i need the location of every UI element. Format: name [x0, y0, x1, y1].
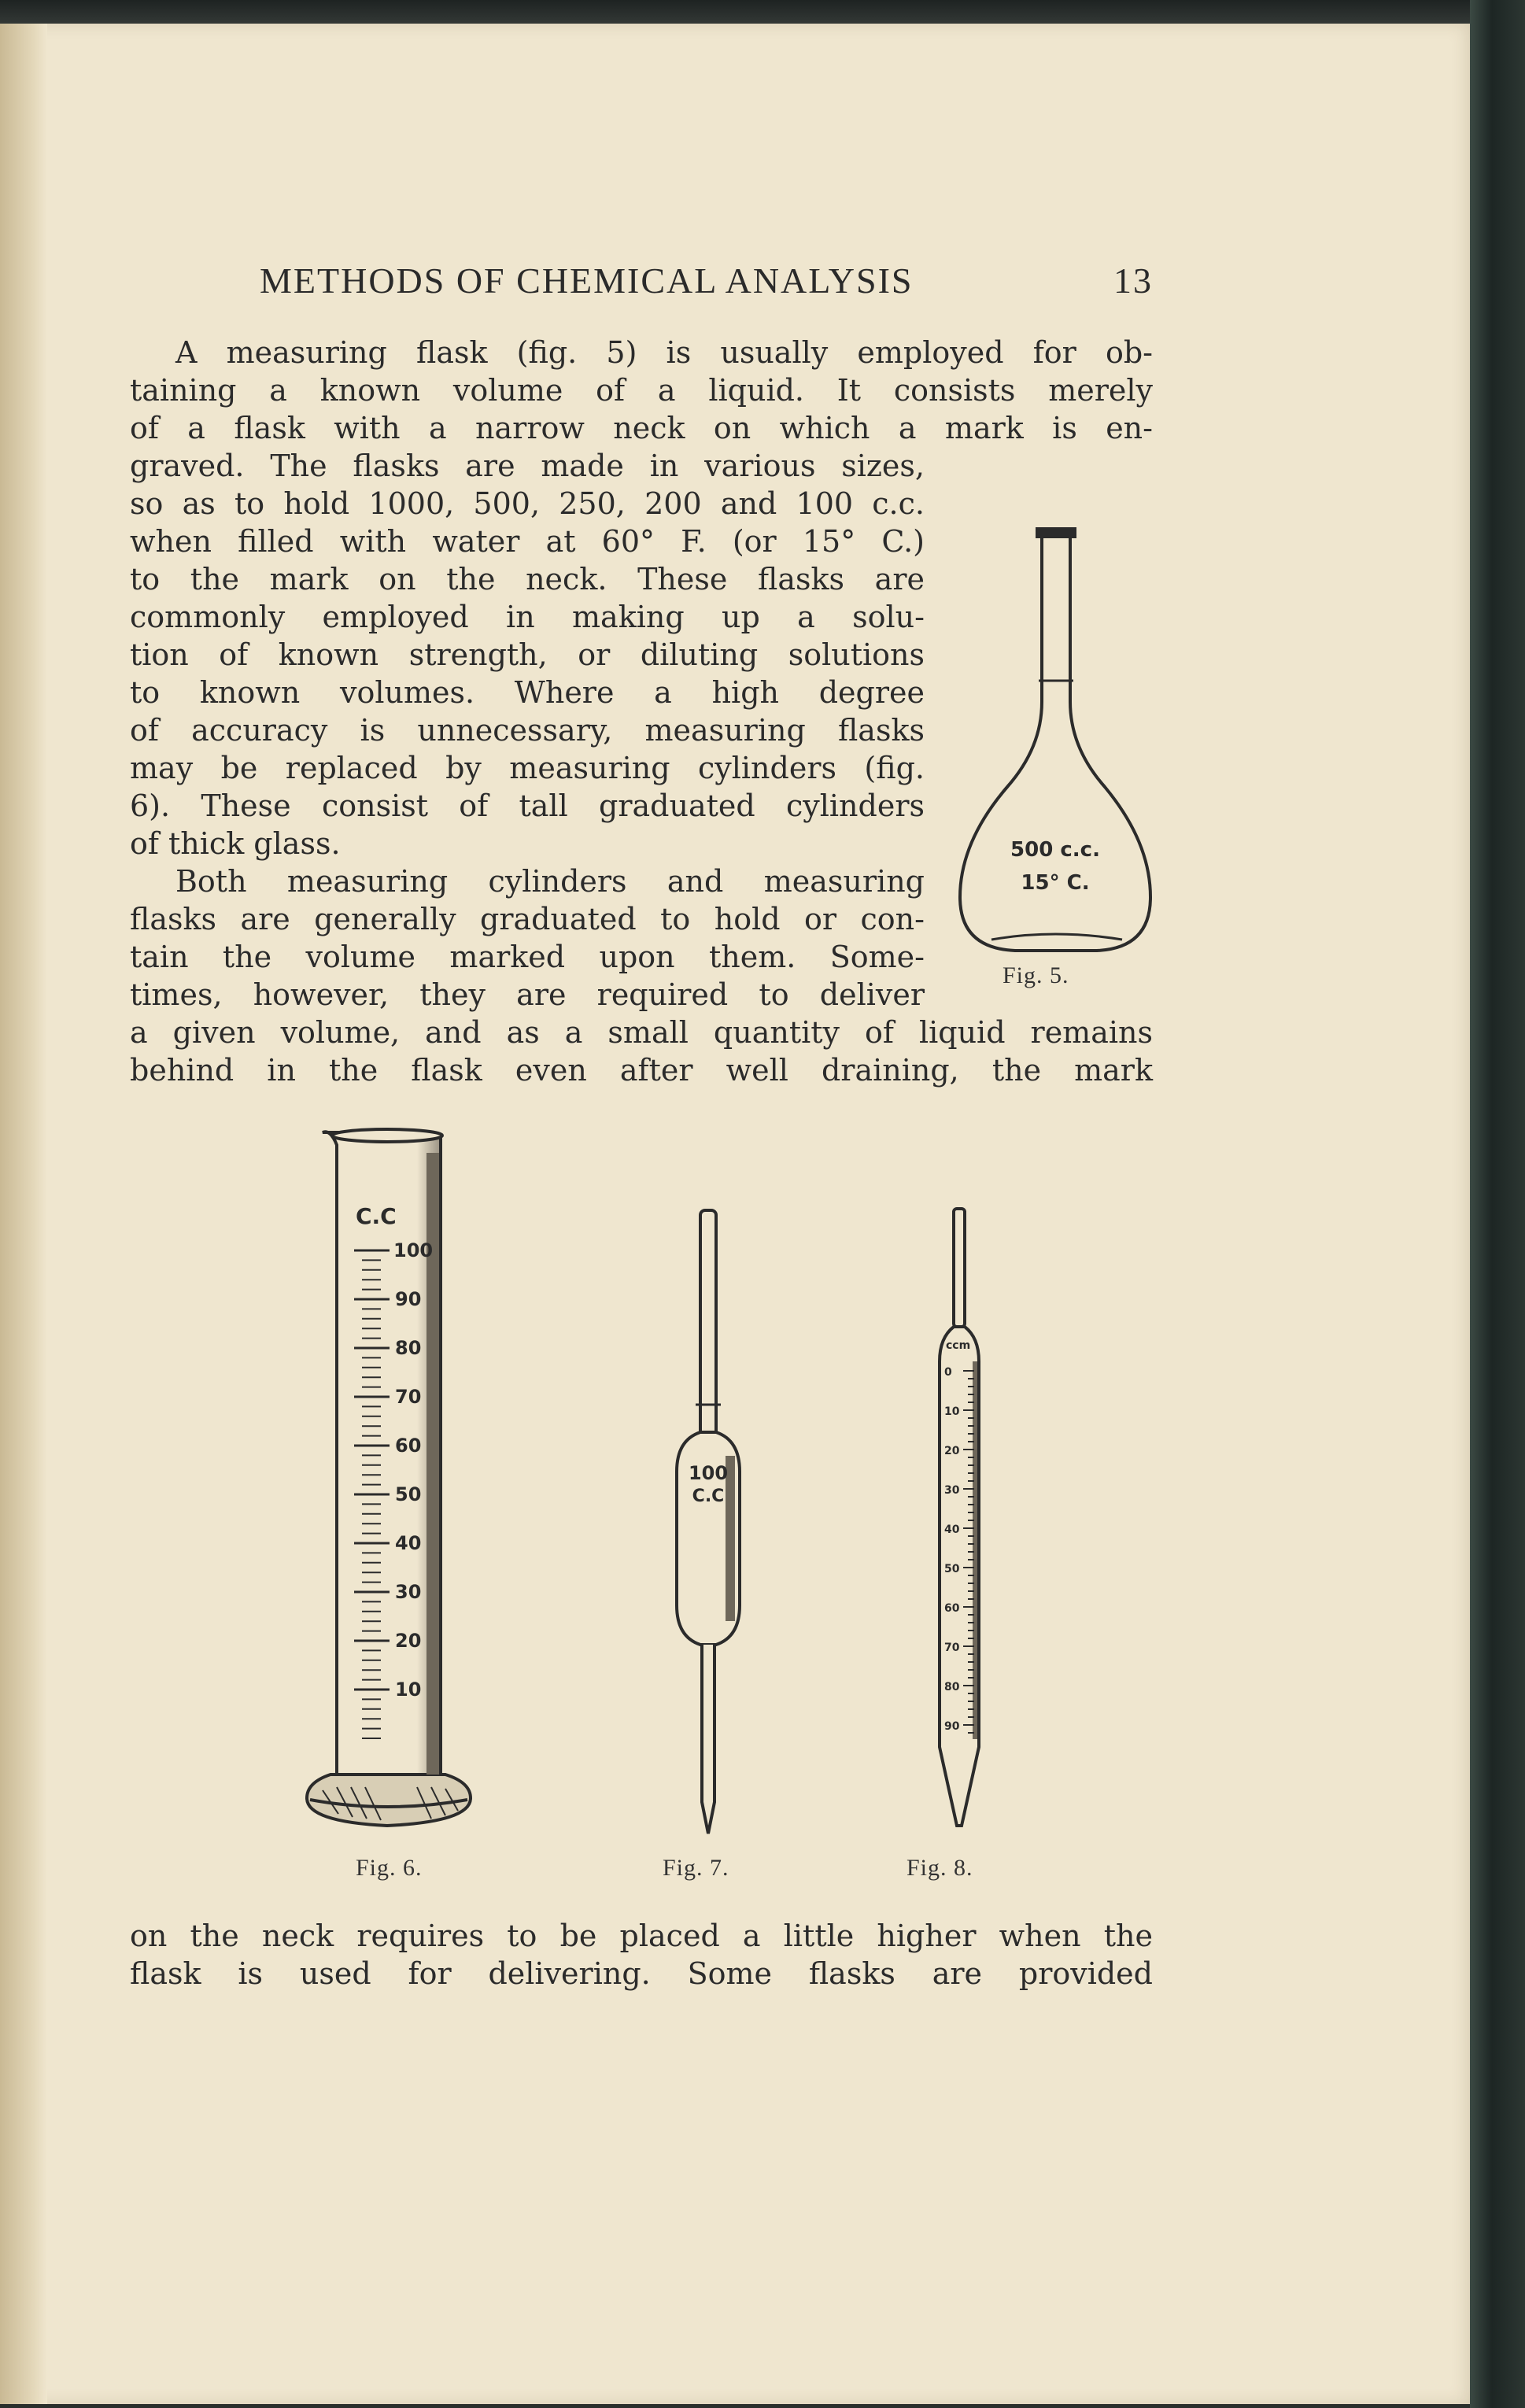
- fig8-scale-label: 90: [944, 1720, 960, 1733]
- fig6-scale-label: 40: [395, 1532, 422, 1554]
- text-line: A measuring flask (fig. 5) is usually employed for ob-: [175, 335, 1153, 370]
- fig6-scale-label: 60: [395, 1435, 422, 1457]
- text-line: graved. The flasks are made in various sizes,: [130, 449, 925, 483]
- text-line: on the neck requires to be placed a little higher when the: [130, 1919, 1153, 1953]
- running-title: METHODS OF CHEMICAL ANALYSIS: [260, 260, 914, 301]
- fig8-scale-label: 10: [944, 1405, 960, 1418]
- text-line: tain the volume marked upon them. Some-: [130, 940, 925, 974]
- text-line: flasks are generally graduated to hold or con-: [130, 902, 925, 936]
- text-line: may be replaced by measuring cylinders (fig.: [130, 751, 925, 785]
- fig8-scale-label: 20: [944, 1445, 960, 1457]
- fig8-scale-label: 70: [944, 1642, 960, 1654]
- fig8-scale-label: 0: [944, 1366, 952, 1379]
- fig6-measuring-cylinder: [299, 1121, 480, 1845]
- fig5-measuring-flask: [944, 519, 1157, 960]
- fig7-pipette: [661, 1204, 755, 1841]
- text-line: when filled with water at 60° F. (or 15° C.): [130, 524, 925, 559]
- fig8-scale-label: 50: [944, 1563, 960, 1575]
- fig6-caption: Fig. 6.: [356, 1855, 423, 1881]
- fig8-caption: Fig. 8.: [907, 1855, 973, 1881]
- book-cover-edge: [1470, 0, 1525, 2408]
- fig6-scale-label: 70: [395, 1386, 422, 1408]
- fig5-temp-label: 15° C.: [1021, 871, 1090, 895]
- fig7-volume-label: 100: [688, 1462, 729, 1484]
- fig7-caption: Fig. 7.: [663, 1855, 729, 1881]
- text-line: to the mark on the neck. These flasks are: [130, 562, 925, 596]
- fig8-scale-label: 60: [944, 1602, 960, 1615]
- text-line: flask is used for delivering. Some flasks are provided: [130, 1956, 1153, 1991]
- running-header: [260, 260, 1153, 307]
- text-line: behind in the flask even after well draining, the mark: [130, 1053, 1153, 1088]
- fig6-scale-label: 80: [395, 1337, 422, 1359]
- fig6-scale-label: 10: [395, 1679, 422, 1701]
- fig5-volume-label: 500 c.c.: [1010, 838, 1100, 862]
- text-line: to known volumes. Where a high degree: [130, 675, 925, 710]
- fig6-unit-label: C.C: [356, 1203, 397, 1229]
- fig6-scale-label: 50: [395, 1483, 422, 1505]
- fig8-unit-label: ccm: [946, 1339, 971, 1352]
- text-line: commonly employed in making up a solu-: [130, 600, 925, 634]
- text-line: so as to hold 1000, 500, 250, 200 and 100 c.c.: [130, 486, 925, 521]
- fig8-scale-label: 30: [944, 1484, 960, 1497]
- text-line: a given volume, and as a small quantity of liquid remains: [130, 1015, 1153, 1050]
- fig8-scale-label: 80: [944, 1681, 960, 1693]
- text-line: times, however, they are required to deliver: [130, 977, 925, 1012]
- text-line: of accuracy is unnecessary, measuring flasks: [130, 713, 925, 748]
- text-line: taining a known volume of a liquid. It consists merely: [130, 373, 1153, 408]
- page-number: 13: [1113, 260, 1153, 301]
- fig6-scale-label: 90: [395, 1288, 422, 1310]
- text-line: tion of known strength, or diluting solutions: [130, 637, 925, 672]
- text-line: of thick glass.: [130, 826, 341, 861]
- page-gutter: [0, 24, 47, 2404]
- fig7-unit-label: C.C: [692, 1487, 725, 1506]
- fig6-scale-label: 20: [395, 1630, 422, 1652]
- fig8-scale-label: 40: [944, 1523, 960, 1536]
- fig6-scale-label: 100: [393, 1239, 434, 1261]
- text-line: 6). These consist of tall graduated cylinders: [130, 789, 925, 823]
- text-line: of a flask with a narrow neck on which a mark is en-: [130, 411, 1153, 445]
- fig8-graduated-pipette: [929, 1204, 991, 1841]
- text-line: Both measuring cylinders and measuring: [175, 864, 925, 899]
- fig6-scale-label: 30: [395, 1581, 422, 1603]
- fig5-caption: Fig. 5.: [1003, 962, 1069, 988]
